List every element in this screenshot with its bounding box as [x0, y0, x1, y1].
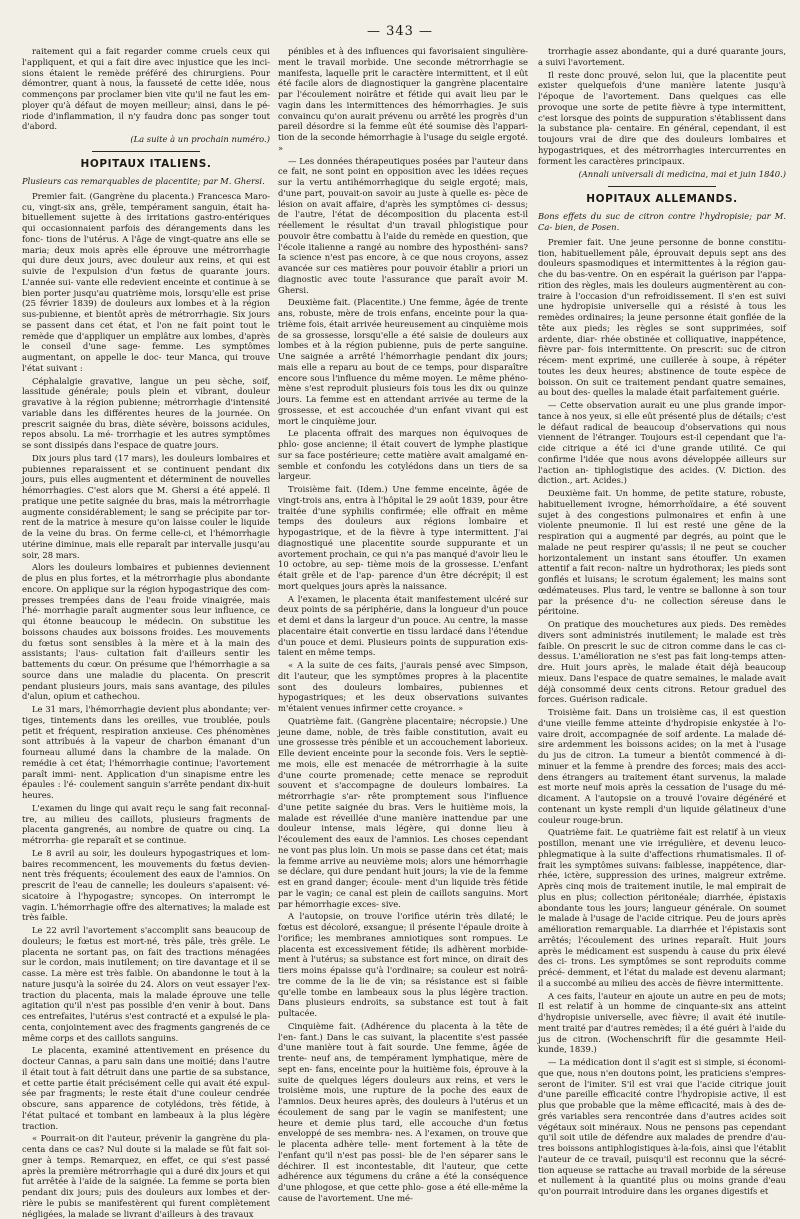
- page-number: — 343 —: [366, 24, 434, 39]
- paragraph: Quatrième fait. Le quatrième fait est relatif à un vieux postillon, menant une vie irrégulière, et devenu leuco- phlegmatique à la suite d'affections rhumatismales. Il of- frait les symptômes suivans: faiblesse, inappétence, diar- rhée, ictère, suppression des urines, maigreur extrême. Après cinq mois de traitement inutile, le mal empirait de plus en plus; collection péritonéale; diarrhée, épistaxis abondante tous les jours; langueur générale. On soumet le malade à l'usage de l'acide citrique. Peu de jours après amélioration remarquable. La diarrhée et l'épistaxis sont arrêtés; l'écoulement des urines reparaît. Huit jours après le médicament est suspendu à cause du prix élevé des ci- trons. Les symptômes se sont reproduits comme précé- demment, et l'état du malade est devenu alarmant; il a succombé au milieu des accès de fièvre intermittente.: [538, 827, 786, 988]
- paragraph: L'examen du linge qui avait reçu le sang fait reconnaî- tre, au milieu des caillots, plusieurs fragments de placenta gangrenés, au nombre de quatre ou cinq. La métrorrha- gie reparaît et se continue.: [22, 802, 270, 846]
- paragraph: Le 22 avril l'avortement s'accomplit sans beaucoup de douleurs; le fœtus est mort-né, très pâle, très grêle. Le placenta ne sortant pas, on fait des tractions ménagées sur le cordon, mais inutilement; on tire davantage et il se casse. La mère est très faible. On abandonne le tout à la nature jusqu'à la soirée du 24. Alors on veut essayer l'ex- traction du placenta, mais la malade éprouve une telle agitation qu'il n'est pas possible d'en venir à bout. Dans ces entrefaites, l'utérus s'est contracté et a expulsé le pla- centa, conjointement avec des fragments gangrenés de ce même corps et des caillots sanguins.: [22, 925, 270, 1043]
- paragraph: Le placenta offrait des marques non équivoques de phlo- gose ancienne; il était couvert de lymphe plastique sur sa face postérieure; cette matière avait amalgamé en- semble et confondu les cotylédons dans un tiers de sa largeur.: [278, 428, 528, 482]
- paragraph: trorrhagie assez abondante, qui a duré quarante jours, a suivi l'avortement.: [538, 46, 786, 67]
- paragraph: Quatrième fait. (Gangrène placentaire; nécropsie.) Une jeune dame, noble, de très faible constitution, avait eu une grossesse très pénible et un accouchement laborieux. Elle devient enceinte pour la seconde fois. Vers le septiè- me mois, elle est menacée de métrorrhagie à la suite d'une courte promenade; cette menace se reproduit souvent et s'accompagne de douleurs lombaires. La métrorrhagie s'ar- rête promptement sous l'influence d'une petite saignée du bras. Vers le huitième mois, la malade est réveillée d'une manière inattendue par une douleur intense, mais légère, qui donne lieu à l'écoulement des eaux de l'amnios. Les choses cependant ne vont pas plus loin. Un mois se passe dans cet état; mais la femme arrive au neuvième mois; alors une hémorrhagie se déclare, qui dure pendant huit jours; la vie de la femme est en grand danger; écoule- ment d'un liquide très fétide par le vagin; ce canal est plein de caillots sanguins. Mort par hémorrhagie exces- sive.: [278, 715, 528, 909]
- paragraph: « A la suite de ces faits, j'aurais pensé avec Simpson, dit l'auteur, que les symptômes propres à la placentite sont des douleurs lombaires, pubiennes et hypogastriques; et les deux observations suivantes m'étaient venues infirmer cette croyance. »: [278, 660, 528, 713]
- paragraph: A l'autopsie, on trouve l'orifice utérin très dilaté; le fœtus est décoloré, exsangue; il présente l'épaule droite à l'orifice; les membranes amniotiques sont rompues. Le placenta est excessivement fétide; ils adhèrent morbide- ment à l'utérus; sa substance est fort mince, on dirait des tiers moins épaisse qu'à l'ordinaire; sa couleur est noirâ- tre comme de la lie de vin; sa résistance est si faible qu'elle tombe en lambeaux sous la plus légère traction. Dans plusieurs endroits, sa substance est tout à fait pultacée.: [278, 911, 528, 1018]
- paragraph: Le 8 avril au soir, les douleurs hypogastriques et lom- baires recommencent, les mouvements du fœtus devien- nent très fréquents; écoulement des eaux de l'amnios. On prescrit de l'eau de cannelle; les douleurs s'apaisent: vé- sicatoire à l'hypogastre; syncopes. On interrompt le vagin. L'hémorrhagie offre des alternatives; la malade est très faible.: [22, 847, 270, 923]
- paragraph: Céphalalgie gravative, langue un peu sèche, soif, lassitude générale; pouls plein et vibrant, douleur gravative à la région pubienne; métrorrhagie d'intensité variable dans les différentes heures de la journée. On prescrit saignée du bras, diète sévère, boissons acidules, repos absolu. La mé- trorrhagie et les autres symptômes se sont dissipés dans l'espace de quatre jours.: [22, 375, 270, 451]
- paragraph: Deuxième fait. (Placentite.) Une femme, âgée de trente ans, robuste, mère de trois enfans, enceinte pour la qua- trième fois, était arrivée heureusement au cinquième mois de sa grossesse, lorsqu'elle a été saisie de douleurs aux lombes et à la région pubienne, puis de perte sanguine. Une saignée a arrêté l'hémorrhagie pendant dix jours; mais elle a reparu au bout de ce temps, pour disparaître encore sous l'influence du même moyen. Le même phéno- mène s'est reproduit plusieurs fois tous les dix ou quinze jours. La femme est en attendant arrivée au terme de la grossesse, et est accouchée d'un enfant vivant qui est mort le cinquième jour.: [278, 297, 528, 426]
- column-1: [22, 46, 270, 1219]
- paragraph: A l'examen, le placenta était manifestement ulcéré sur deux points de sa périphérie, dans la longueur d'un pouce et demi et dans la largeur d'un pouce. Au centre, la masse placentaire était convertie en tissu lardacé dans l'étendue d'un pouce et demi. Plusieurs points de suppuration exis- taient en même temps.: [278, 593, 528, 658]
- paragraph: Deuxième fait. Un homme, de petite stature, robuste, habituellement ivrogne, hémorrhoïdaire, a été souvent sujet à des congestions pulmonaires et enfin à une violente pneumonie. Il lui est resté une gêne de la respiration qui a augmenté par degrés, au point que le malade ne peut respirer qu'assis; il ne peut se coucher horizontalement un instant sans étouffer. Un examen attentif a fait recon- naître un hydrothorax; les pieds sont gonflés et luisans; le scrotum également; les mains sont œdémateuses. Plus tard, le ventre se ballonne à son tour par la présence d'u- ne collection séreuse dans le péritoine.: [538, 488, 786, 617]
- continued-note: (La suite à un prochain numéro.): [130, 134, 270, 144]
- divider: [608, 186, 716, 187]
- paragraph: Alors les douleurs lombaires et pubiennes deviennent de plus en plus fortes, et la métrorrhagie plus abondante encore. On applique sur la région hypogastrique des com- presses trempées dans de l'eau froide vinaigrée, mais l'hé- morrhagie paraît augmenter sous leur influence, ce qui étonne beaucoup le médecin. On substitue les boissons chaudes aux boissons froides. Les mouvements du fœtus sont sensibles à la mère et à la main des assistants; l'aus- cultation fait d'ailleurs sentir les battements du cœur. On présume que l'hémorrhagie a sa source dans une maladie du placenta. On prescrit pendant plusieurs jours, mais sans avantage, des pilules d'alun, opium et cathechou.: [22, 562, 270, 702]
- section-subtitle-citron: Bons effets du suc de citron contre l'hydropisie; par M. Ca- bien, de Posen.: [538, 211, 786, 233]
- divider: [92, 151, 200, 152]
- paragraph: Dix jours plus tard (17 mars), les douleurs lombaires et pubiennes reparaissent et se continuent pendant dix jours, puis elles augmentent et déterminent de nouvelles hémorrhagies. C'est alors que M. Ghersi a été appelé. Il pratique une petite saignée du bras, mais la métrorrhagie augmente considérablement; le sang se précipite par tor- rent de la matrice à mesure qu'on laisse couler le liquide de la veine du bras. On ferme celle-ci, et l'hémorrhagie utérine diminue, mais elle reparaît par intervalle jusqu'au soir, 28 mars.: [22, 452, 270, 560]
- section-title-italiens: HOPITAUX ITALIENS.: [80, 157, 212, 170]
- paragraph: Troisième fait. Dans un troisième cas, il est question d'une vieille femme atteinte d'hydropisie enkystée à l'o- vaire droit, accompagnée de soif ardente. La malade dé- sire ardemment les boissons acides; on la met à l'usage du jus de citron. La tumeur a bientôt commencé à di- minuer et la femme à prendre des forces; mais des acci- dens étrangers au traitement étant survenus, la malade est morte neuf mois après la cessation de l'usage du mé- dicament. A l'autopsie on a trouvé l'ovaire dégénéré et contenant un kyste rempli d'un liquide gélatineux d'une couleur rouge-brun.: [538, 707, 786, 825]
- paragraph: pénibles et à des influences qui favorisaient singulière- ment le travail morbide. Une seconde métrorrhagie se manifesta, laquelle prit le caractère intermittent, et il eût été facile alors de diagnostiquer la gangrène placentaire par l'écoulement noirâtre et fétide qui avait lieu par le vagin dans les intermittences des hémorrhagies. Je suis convaincu qu'on aurait prévenu ou arrêté les progrès d'un pareil désordre si la femme eût été soumise dès l'appari- tion de la seconde hémorrhagie à l'usage du seigle ergoté. »: [278, 46, 528, 153]
- source-citation: (Annali universali di medicina, mai et juin 1840.): [578, 169, 786, 180]
- paragraph: — Les données thérapeutiques posées par l'auteur dans ce fait, ne sont point en opposition avec les idées reçues sur la vertu antihémorrhagique du seigle ergoté; mais, d'une part, pouvait-on savoir au juste à quelle es- pèce de lésion on avait affaire, d'après les symptômes ci- dessus; de l'autre, l'état de décomposition du placenta est-il réellement le résultat d'un travail phlogistique pour pouvoir être combattu à l'aide du remède en question, que l'école italienne a rangé au nombre des hyposthéni- sans? Ia science n'est pas encore, à ce que nous croyons, assez avancée sur ces matières pour pouvoir établir a priori un diagnostic avec toute l'assurance que paraît avoir M. Ghersi.: [278, 155, 528, 295]
- paragraph: Cinquième fait. (Adhérence du placenta à la tête de l'en- fant.) Dans le cas suivant, la placentite s'est passée d'une manière tout à fait sourde. Une femme, âgée de trente- neuf ans, de tempérament lymphatique, mère de sept en- fans, enceinte pour la huitième fois, éprouve à la suite de quelques légers douleurs aux reins, et vers le troisième mois, une rupture de la poche des eaux de l'amnios. Deux heures après, des douleurs à l'utérus et un écoulement de sang par le vagin se manifestent; une heure et demie plus tard, elle accouche d'un fœtus enveloppé de ses membra- nes. A l'examen, on trouve que le placenta adhère telle- ment fortement à la tête de l'enfant qu'il n'est pas possi- ble de l'en séparer sans le déchirer. Il est incontestable, dit l'auteur, que cette adhérence aux tégumens du crâne a été la conséquence d'une phlogose, et que cette phlo- gose a été elle-même la cause de l'avortement. Une mé-: [278, 1020, 528, 1203]
- section-subtitle-placentite: Plusieurs cas remarquables de placentite; par M. Ghersi.: [22, 176, 265, 187]
- column-2: [278, 46, 528, 1203]
- paragraph: On pratique des mouchetures aux pieds. Des remèdes divers sont administrés inutilement; le malade est très faible. On prescrit le suc de citron comme dans le cas ci- dessus. L'amélioration ne s'est pas fait long-temps atten- dre. Huit jours après, le malade était déjà beaucoup mieux. Dans l'espace de quatre semaines, le malade avait déjà consommé deux cents citrons. Retour graduel des forces. Guérison radicale.: [538, 619, 786, 705]
- paragraph: Troisième fait. (Idem.) Une femme enceinte, âgée de vingt-trois ans, entra à l'hôpital le 29 août 1839, pour être traitée d'une syphilis confirmée; elle offrait en même temps des douleurs aux régions lombaire et hypogastrique, et de la fièvre à type intermittent. J'ai diagnostiqué une placentite sourde suppurante et un avortement prochain, ce qui n'a pas manqué d'avoir lieu le 10 octobre, au sep- tième mois de la grossesse. L'enfant était grêle et de l'ap- parence d'un être décrépit; il est mort quelques jours après la naissance.: [278, 484, 528, 591]
- section-title-allemands: HOPITAUX ALLEMANDS.: [586, 193, 738, 205]
- paragraph: Premier fait. Une jeune personne de bonne constitu- tion, habituellement pâle, éprouvait depuis sept ans des douleurs spasmodiques et intermittentes à la région gau- che du bas-ventre. On en espérait la guérison par l'appa- rition des règles, mais les douleurs augmentèrent au con- traire à l'occasion d'un refroidissement. Il s'en est suivi une hydropisie universelle qui a résisté à tous les remèdes ordinaires; la jeune personne était gonflée de la tête aux pieds; les règles se sont supprimées, soif ardente, diar- rhée obstinée et colliquative, inappétence, fièvre par- fois intermittente. On prescrit: suc de citron récem- ment exprimé, une cuillerée à soupe, à répéter toutes les deux heures; abstinence de toute espèce de boisson. On suit ce traitement pendant quatre semaines, au bout des- quelles la malade était parfaitement guérie.: [538, 236, 786, 398]
- column-3: [538, 46, 786, 1197]
- paragraph: Le 31 mars, l'hémorrhagie devient plus abondante; ver- tiges, tintements dans les oreilles, vue troublée, pouls petit et fréquent, respiration anxieuse. Ces phénomènes sont attribués à la vapeur de charbon émanant d'un fourneau allumé dans la chambre de la malade. On remédie à cet état; l'hémorrhagie continue; l'avortement paraît immi- nent. Application d'un sinapisme entre les épaules : l'é- coulement sanguin s'arrête pendant dix-huit heures.: [22, 704, 270, 801]
- paragraph: A ces faits, l'auteur en ajoute un autre en peu de mots; Il est relatif à un homme de cinquante-six ans atteint d'hydropisie universelle, avec fièvre; il avait été inutile- ment traité par d'autres remèdes; il a été guéri à l'aide du jus de citron. (Wochenschrift für die gesammte Heil- kunde, 1839.): [538, 990, 786, 1055]
- paragraph: « Pourrait-on dit l'auteur, prévenir la gangrène du pla- centa dans ce cas? Nul doute si la malade se fût fait soi- gner à temps. Remarquez, en effet, ce qui s'est passé après la première métrorrhagie qui a duré dix jours et qui fut arrêtée à l'aide de la saignée. La femme se porta bien pendant dix jours; puis des douleurs aux lombes et der- rière le pubis se manifestèrent qui furent complètement négligées, la malade se livrant d'ailleurs à des travaux: [22, 1133, 270, 1219]
- intro-paragraph: raitement qui a fait regarder comme cruels ceux qui l'appliquent, et qui a fait dire avec injustice que les inci- sions étaient le remède préféré des chirurgiens. Pour démontrer, quant à nous, la fausseté de cette idée, nous commençons par proclamer bien vite qu'il ne faut les em- ployer qu'à défaut de moyen meilleur; ainsi, dans le pé- riode d'inflammation, il n'y faudra donc pas songer tout d'abord.: [22, 46, 270, 132]
- paragraph: — La médication dont il s'agit est si simple, si économi- que que, nous n'en doutons point, les praticiens s'empres- seront de l'imiter. S'il est vrai que l'acide citrique jouit d'une pareille efficacité contre l'hydropisie active, il est plus que probable que la même efficacité, mais à des de- grés variables sera rencontrée dans d'autres acides soit végétaux soit minéraux. Nous ne pensons pas cependant qu'il soit utile de défendre aux malades de prendre d'au- tres boissons antiphlogistiques à-la-fois, ainsi que l'établit l'auteur de ce travail, puisqu'il est reconnu que la sécré- tion aqueuse se rattache au travail morbide de la séreuse et nullement à la quantité plus ou moins grande d'eau qu'on pourrait introduire dans les organes digestifs et: [538, 1057, 786, 1197]
- paragraph: Le placenta, examiné attentivement en présence du docteur Cannas, a paru sain dans une moitié; dans l'autre il était tout à fait détruit dans une partie de sa substance, et cette partie était précisément celle qui avait été expul- sée par fragments; le reste était d'une couleur cendrée obscure, sans apparence de cotylédons, très fétide, à l'état pultacé et tombant en lambeaux à la plus légère traction.: [22, 1045, 270, 1131]
- paragraph: Premier fait. (Gangrène du placenta.) Francesca Maro- cu, vingt-six ans, grêle, tempérament sanguin, était ha- bituellement sujette à des irritations gastro-entériques qui occasionnaient parfois des dérangements dans les fonc- tions de l'utérus. A l'âge de vingt-quatre ans elle se maria; deux mois après elle éprouve une métrorrhagie qui dure deux jours, avec douleur aux reins, et qui est suivie de l'expulsion d'un fœtus de quarante jours. L'année sui- vante elle redevient enceinte et continue à se bien porter jusqu'au quatrième mois, lorsqu'elle est prise (25 février 1839) de douleurs aux lombes et à la région sus-pubienne, et bientôt après de métrorrhagie. Six jours se passent dans cet état, et l'on ne fait point tout le remède que d'appliquer un emplâtre aux lombes, d'après le conseil d'une sage- femme. Les symptômes augmentant, on appelle le doc- teur Manca, qui trouve l'état suivant :: [22, 190, 270, 373]
- paragraph: — Cette observation aurait eu une plus grande impor- tance à nos yeux, si elle eût présenté plus de détails; c'est le défaut radical de beaucoup d'observations qui nous viennent de l'étranger. Toujours est-il cependant que l'a- cide citrique a été ici d'une grande utilité. Ce qui confirme l'idée que nous avons développée ailleurs sur l'action an- tiphlogistique des acides. (V. Diction. des diction., art. Acides.): [538, 400, 786, 486]
- paragraph: Il reste donc prouvé, selon lui, que la placentite peut exister quelquefois d'une manière latente jusqu'à l'époque de l'avortement. Dans quelques cas elle provoque une sorte de petite fièvre à type intermittent, c'est lorsque des points de suppuration s'établissent dans la substance pla- centaire. En général, cependant, il est toujours vrai de dire que des douleurs lombaires et hypogastriques, et des métrorrhagies intercurrentes en forment les caractères principaux.: [538, 69, 786, 166]
